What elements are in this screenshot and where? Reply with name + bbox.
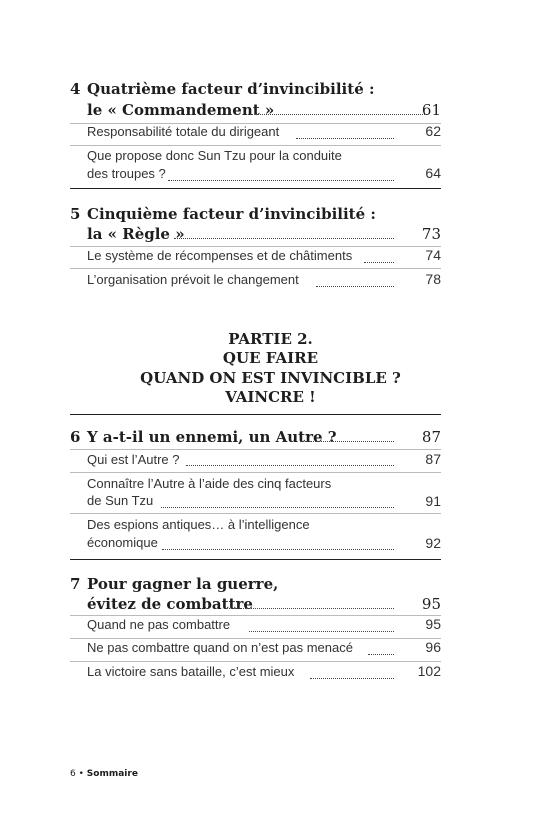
- entry-6-3-line2[interactable]: économique: [87, 535, 158, 550]
- entry-4-2-line1[interactable]: Que propose donc Sun Tzu pour la conduite: [87, 148, 342, 163]
- divider: [70, 661, 441, 662]
- chapter-6-number: 6: [70, 428, 81, 446]
- divider: [70, 188, 441, 189]
- page-footer: [70, 769, 138, 779]
- entry-6-3-page: 92: [425, 535, 441, 551]
- entry-5-2-page: 78: [425, 271, 441, 287]
- dot-leader: [168, 179, 394, 181]
- chapter-6-title[interactable]: Y a-t-il un ennemi, un Autre ?: [87, 428, 337, 446]
- chapter-5-number: 5: [70, 205, 81, 223]
- divider: [70, 615, 441, 616]
- chapter-6-page: 87: [421, 428, 441, 446]
- divider: [70, 268, 441, 269]
- entry-6-1-page: 87: [425, 451, 441, 467]
- chapter-5-page: 73: [421, 225, 441, 243]
- divider: [70, 449, 441, 450]
- footer-section: Sommaire: [86, 769, 138, 779]
- entry-7-1[interactable]: Quand ne pas combattre: [87, 617, 231, 632]
- dot-leader: [296, 137, 394, 139]
- chapter-5-title-line2[interactable]: la « Règle »: [87, 225, 185, 243]
- chapter-7-title-line1[interactable]: Pour gagner la guerre,: [87, 575, 279, 593]
- chapter-7-page: 95: [421, 595, 441, 613]
- entry-7-2[interactable]: Ne pas combattre quand on n’est pas menacé: [87, 640, 353, 655]
- entry-4-1[interactable]: Responsabilité totale du dirigeant: [87, 124, 280, 139]
- part-heading-line4: VAINCRE !: [225, 388, 316, 406]
- footer-page-number: 6: [70, 769, 76, 779]
- chapter-4-title-line1[interactable]: Quatrième facteur d’invincibilité :: [87, 80, 375, 98]
- dot-leader: [368, 653, 394, 655]
- dot-leader: [310, 677, 394, 679]
- chapter-7-number: 7: [70, 575, 81, 593]
- divider: [70, 472, 441, 473]
- chapter-4-number: 4: [70, 80, 81, 98]
- entry-6-2-page: 91: [425, 493, 441, 509]
- footer-separator: •: [78, 769, 84, 779]
- entry-7-3-page: 102: [417, 663, 441, 679]
- divider: [70, 513, 441, 514]
- dot-leader: [300, 440, 394, 442]
- entry-6-2-line2[interactable]: de Sun Tzu: [87, 493, 154, 508]
- dot-leader: [161, 506, 394, 508]
- dot-leader: [364, 261, 394, 263]
- entry-7-2-page: 96: [425, 639, 441, 655]
- dot-leader: [174, 237, 394, 239]
- chapter-4-page: 61: [421, 101, 441, 119]
- dot-leader: [249, 630, 394, 632]
- divider: [70, 145, 441, 146]
- chapter-7-title-line2[interactable]: évitez de combattre: [87, 595, 253, 613]
- divider: [70, 414, 441, 415]
- entry-6-1[interactable]: Qui est l’Autre ?: [87, 452, 180, 467]
- dot-leader: [248, 113, 427, 115]
- dot-leader: [162, 548, 394, 550]
- part-heading-line3: QUAND ON EST INVINCIBLE ?: [140, 369, 401, 387]
- entry-5-1[interactable]: Le système de récompenses et de châtiments: [87, 248, 353, 263]
- dot-leader: [186, 464, 394, 466]
- entry-4-2-line2[interactable]: des troupes ?: [87, 166, 166, 181]
- entry-7-3[interactable]: La victoire sans bataille, c’est mieux: [87, 664, 295, 679]
- entry-5-1-page: 74: [425, 247, 441, 263]
- part-heading-line1: PARTIE 2.: [228, 330, 313, 348]
- entry-7-1-page: 95: [425, 616, 441, 632]
- chapter-5-title-line1[interactable]: Cinquième facteur d’invincibilité :: [87, 205, 376, 223]
- entry-6-2-line1[interactable]: Connaître l’Autre à l’aide des cinq facteurs: [87, 476, 332, 491]
- chapter-4-title-line2[interactable]: le « Commandement »: [87, 101, 275, 119]
- dot-leader: [316, 285, 394, 287]
- entry-4-1-page: 62: [425, 123, 441, 139]
- entry-4-2-page: 64: [425, 165, 441, 181]
- divider: [70, 638, 441, 639]
- divider: [70, 246, 441, 247]
- part-heading-line2: QUE FAIRE: [222, 349, 319, 367]
- divider: [70, 559, 441, 560]
- dot-leader: [229, 607, 394, 609]
- entry-6-3-line1[interactable]: Des espions antiques… à l’intelligence: [87, 517, 310, 532]
- entry-5-2[interactable]: L’organisation prévoit le changement: [87, 272, 299, 287]
